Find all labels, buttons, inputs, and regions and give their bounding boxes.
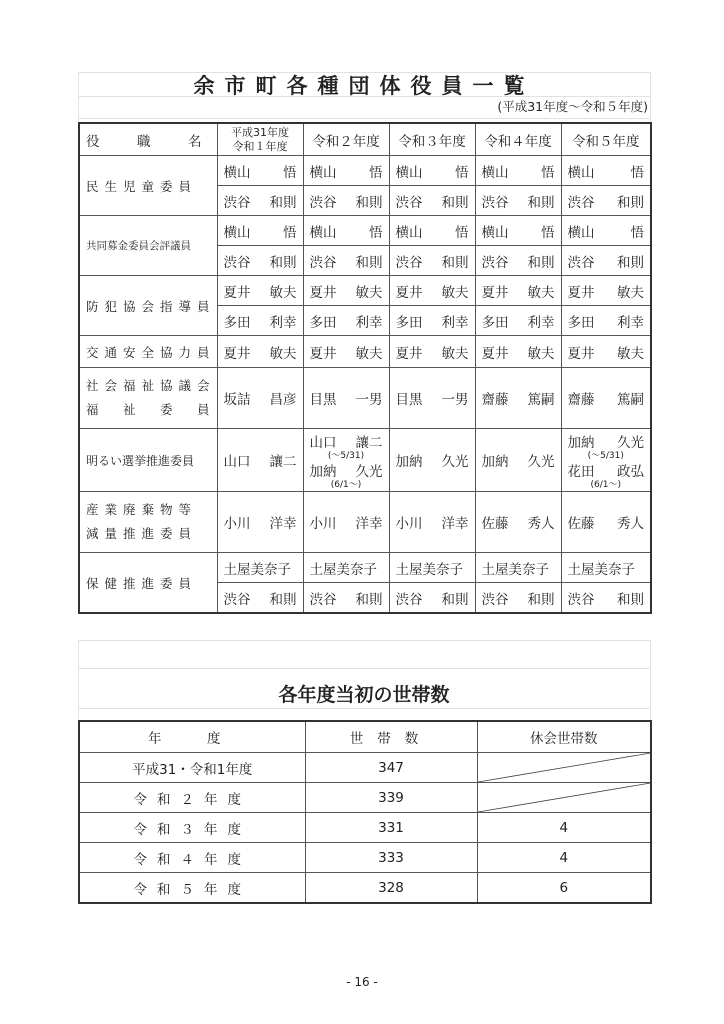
year-cell: 令和２年度 <box>79 783 305 813</box>
name-cell: 目黒 一男 <box>303 368 389 429</box>
name-cell: 渋谷 和則 <box>389 186 475 216</box>
name-cell: 渋谷 和則 <box>303 583 389 614</box>
table-row <box>79 873 651 904</box>
count-cell: 328 <box>305 873 477 904</box>
name-cell: 渋谷 和則 <box>217 583 303 614</box>
suspended-cell-na <box>477 783 651 813</box>
name-cell: 夏井 敏夫 <box>217 276 303 306</box>
term-note: (6/1〜) <box>330 480 362 490</box>
name-cell: 夏井 敏夫 <box>303 276 389 306</box>
role-kyodo: 共同募金委員会評議員 <box>79 216 217 276</box>
role-shakyo <box>79 368 217 429</box>
name-cell: 土屋美奈子 <box>475 553 561 583</box>
name-cell: 渋谷 和則 <box>389 583 475 614</box>
name-cell: 横山 悟 <box>217 156 303 186</box>
role-minsei: 民生児童委員 <box>79 156 217 216</box>
suspended-cell-na <box>477 753 651 783</box>
sheet-gridline <box>78 640 650 641</box>
name-cell: 横山 悟 <box>389 156 475 186</box>
suspended-cell: 4 <box>477 813 651 843</box>
name-cell: 山口 讓二 <box>217 429 303 492</box>
name-cell: 目黒 一男 <box>389 368 475 429</box>
table-row <box>79 553 651 583</box>
name-cell: 夏井 敏夫 <box>561 276 651 306</box>
name-cell: 多田 利幸 <box>475 306 561 336</box>
count-cell: 333 <box>305 843 477 873</box>
name-cell: 多田 利幸 <box>389 306 475 336</box>
name-cell: 齋藤 篤嗣 <box>561 368 651 429</box>
name-cell: 坂詰 昌彦 <box>217 368 303 429</box>
name-cell-split: 加納 久光 (〜5/31) 花田 政弘 (6/1〜) <box>561 429 651 492</box>
count-cell: 331 <box>305 813 477 843</box>
name-cell: 渋谷 和則 <box>303 246 389 276</box>
name-cell: 横山 悟 <box>561 156 651 186</box>
name-cell: 横山 悟 <box>561 216 651 246</box>
role-bohan: 防犯協会指導員 <box>79 276 217 336</box>
name-cell: 夏井 敏夫 <box>217 336 303 368</box>
header-year-3: 令和３年度 <box>389 123 475 156</box>
name-cell: 小川 洋幸 <box>217 492 303 553</box>
sheet-gridline <box>650 640 651 720</box>
page-number: - 16 - <box>346 975 378 989</box>
name-cell: 多田 利幸 <box>217 306 303 336</box>
name-cell: 夏井 敏夫 <box>475 336 561 368</box>
header-year-2: 令和２年度 <box>303 123 389 156</box>
header-count: 世帯数 <box>305 721 477 753</box>
table-row <box>79 336 651 368</box>
term-note: (〜5/31) <box>327 451 365 461</box>
count-cell: 347 <box>305 753 477 783</box>
name-cell: 小川 洋幸 <box>303 492 389 553</box>
name-cell: 渋谷 和則 <box>561 583 651 614</box>
name-cell: 夏井 敏夫 <box>561 336 651 368</box>
name-cell-split: 山口 讓二 (〜5/31) 加納 久光 (6/1〜) <box>303 429 389 492</box>
name-cell: 渋谷 和則 <box>475 186 561 216</box>
roster-title: 余市町各種団体役員一覧 <box>193 74 535 98</box>
suspended-cell: 4 <box>477 843 651 873</box>
year-cell: 令和３年度 <box>79 813 305 843</box>
year-cell: 令和５年度 <box>79 873 305 904</box>
household-count-table <box>78 720 652 904</box>
officer-roster-table <box>78 122 652 614</box>
name-cell: 横山 悟 <box>217 216 303 246</box>
table-row <box>79 368 651 429</box>
name-cell: 渋谷 和則 <box>561 246 651 276</box>
year-cell: 平成31・令和1年度 <box>79 753 305 783</box>
name-cell: 多田 利幸 <box>561 306 651 336</box>
name-cell: 小川 洋幸 <box>389 492 475 553</box>
sheet-gridline <box>78 708 650 709</box>
role-senkyo: 明るい選挙推進委員 <box>79 429 217 492</box>
household-title: 各年度当初の世帯数 <box>278 684 450 706</box>
sheet-gridline <box>78 668 650 669</box>
name-cell: 渋谷 和則 <box>217 186 303 216</box>
role-sangyo-line2: 減量推進委員 <box>86 526 198 541</box>
name-cell: 夏井 敏夫 <box>389 336 475 368</box>
role-shakyo-line1: 社会福祉協議会 <box>86 378 216 393</box>
household-header-row <box>79 721 651 753</box>
roster-header-row <box>79 123 651 156</box>
sheet-gridline <box>650 72 651 122</box>
name-cell: 佐藤 秀人 <box>561 492 651 553</box>
role-sangyo-line1: 産業廃棄物等 <box>86 502 198 517</box>
name-cell: 齋藤 篤嗣 <box>475 368 561 429</box>
table-row <box>79 843 651 873</box>
header-year-4: 令和４年度 <box>475 123 561 156</box>
name-cell: 横山 悟 <box>475 156 561 186</box>
name-cell: 横山 悟 <box>389 216 475 246</box>
header-year-1-line2: 令和１年度 <box>232 139 288 153</box>
header-suspended: 休会世帯数 <box>477 721 651 753</box>
name-cell: 土屋美奈子 <box>217 553 303 583</box>
name-cell: 渋谷 和則 <box>217 246 303 276</box>
roster-year-range: (平成31年度〜令和５年度) <box>497 99 648 114</box>
name-cell: 加納 久光 <box>475 429 561 492</box>
header-year: 年 度 <box>79 721 305 753</box>
role-kotsu: 交通安全協力員 <box>79 336 217 368</box>
name-cell: 横山 悟 <box>303 216 389 246</box>
term-note: (6/1〜) <box>590 480 621 490</box>
role-sangyo <box>79 492 217 553</box>
name-cell: 土屋美奈子 <box>389 553 475 583</box>
name-cell: 横山 悟 <box>475 216 561 246</box>
name-cell: 土屋美奈子 <box>561 553 651 583</box>
name-cell: 横山 悟 <box>303 156 389 186</box>
table-row <box>79 429 651 492</box>
diagonal-slash <box>478 753 651 782</box>
year-cell: 令和４年度 <box>79 843 305 873</box>
table-row <box>79 753 651 783</box>
name-cell: 佐藤 秀人 <box>475 492 561 553</box>
table-row <box>79 492 651 553</box>
table-row <box>79 216 651 246</box>
header-year-1 <box>217 123 303 156</box>
sheet-gridline <box>78 118 650 119</box>
name-cell: 夏井 敏夫 <box>475 276 561 306</box>
header-year-5: 令和５年度 <box>561 123 651 156</box>
suspended-cell: 6 <box>477 873 651 904</box>
name-cell: 渋谷 和則 <box>475 246 561 276</box>
table-row <box>79 813 651 843</box>
name-cell: 渋谷 和則 <box>389 246 475 276</box>
table-row <box>79 276 651 306</box>
name-cell: 渋谷 和則 <box>561 186 651 216</box>
header-role: 役 職 名 <box>79 123 217 156</box>
name-cell: 渋谷 和則 <box>303 186 389 216</box>
name-cell: 夏井 敏夫 <box>303 336 389 368</box>
diagonal-slash <box>478 783 651 812</box>
role-hoken: 保健推進委員 <box>79 553 217 614</box>
name-cell: 多田 利幸 <box>303 306 389 336</box>
name-cell: 土屋美奈子 <box>303 553 389 583</box>
table-row <box>79 156 651 186</box>
term-note: (〜5/31) <box>587 451 624 461</box>
header-year-1-line1: 平成31年度 <box>231 125 289 139</box>
name-cell: 加納 久光 <box>389 429 475 492</box>
name-cell: 夏井 敏夫 <box>389 276 475 306</box>
table-row <box>79 783 651 813</box>
name-cell: 渋谷 和則 <box>475 583 561 614</box>
count-cell: 339 <box>305 783 477 813</box>
role-shakyo-line2: 福 祉 委 員 <box>86 402 216 417</box>
